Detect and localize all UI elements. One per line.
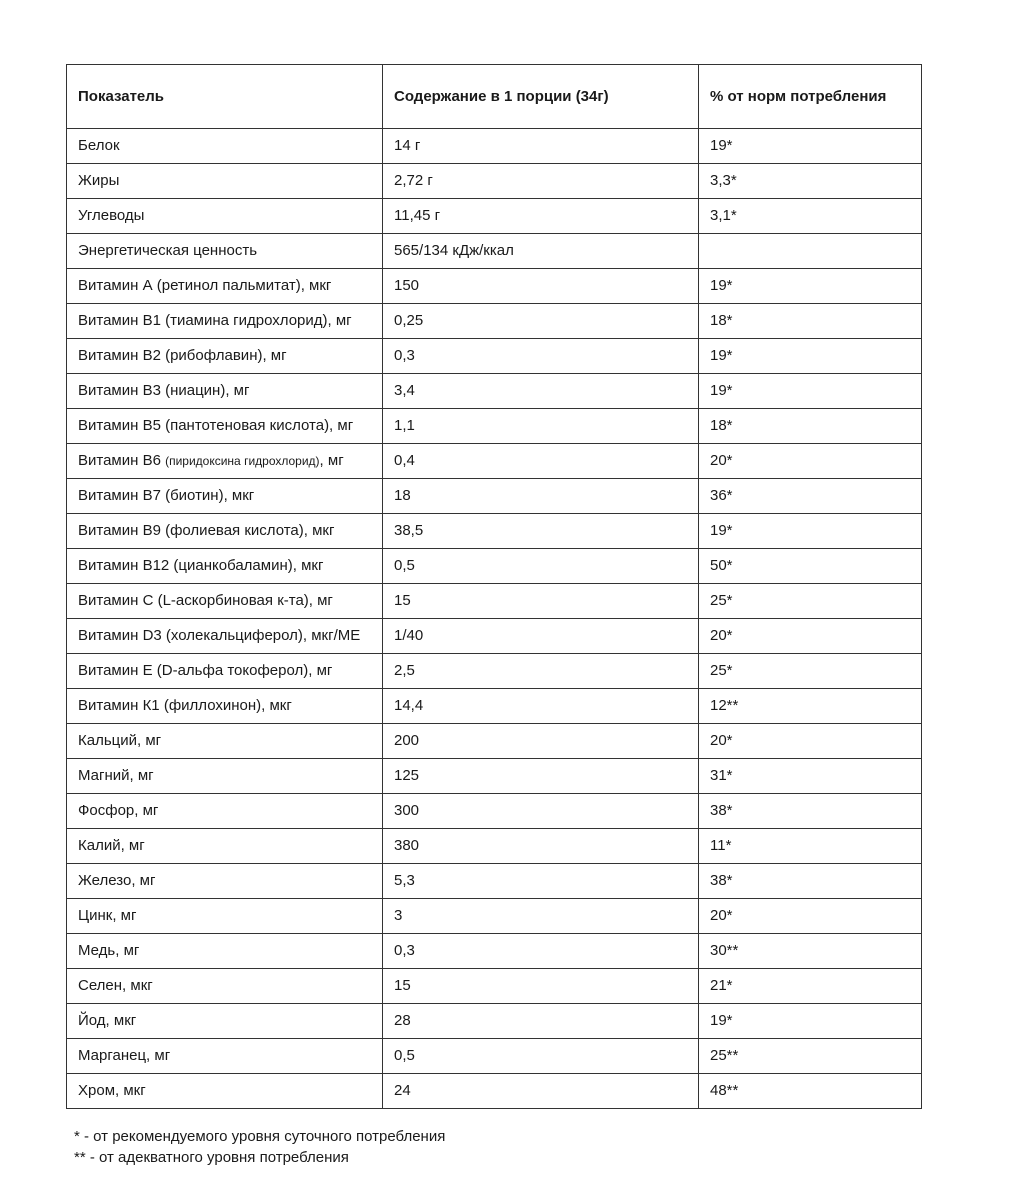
table-row [67, 934, 922, 969]
header-indicator: Показатель [67, 65, 383, 129]
footnote-double-asterisk: ** - от адекватного уровня потребления [74, 1149, 349, 1166]
cell-content: 0,4 [383, 444, 699, 479]
cell-percent: 19* [699, 1004, 922, 1039]
cell-content: 28 [383, 1004, 699, 1039]
table-row [67, 374, 922, 409]
cell-percent: 20* [699, 899, 922, 934]
cell-content: 0,5 [383, 1039, 699, 1074]
cell-content: 38,5 [383, 514, 699, 549]
table-row [67, 829, 922, 864]
cell-percent: 11* [699, 829, 922, 864]
table-row [67, 339, 922, 374]
cell-indicator: Витамин В3 (ниацин), мг [67, 374, 383, 409]
header-content: Содержание в 1 порции (34г) [383, 65, 699, 129]
table-row [67, 654, 922, 689]
cell-content: 5,3 [383, 864, 699, 899]
table-row [67, 584, 922, 619]
cell-indicator: Витамин А (ретинол пальмитат), мкг [67, 269, 383, 304]
table-row [67, 1004, 922, 1039]
cell-content: 1/40 [383, 619, 699, 654]
cell-percent: 19* [699, 269, 922, 304]
cell-content: 24 [383, 1074, 699, 1109]
cell-percent: 20* [699, 444, 922, 479]
indicator-main: Витамин В6 [78, 452, 161, 469]
table-row [67, 1039, 922, 1074]
cell-indicator: Витамин D3 (холекальциферол), мкг/МЕ [67, 619, 383, 654]
cell-percent: 3,1* [699, 199, 922, 234]
cell-percent: 25* [699, 654, 922, 689]
cell-content: 0,25 [383, 304, 699, 339]
table-row [67, 1074, 922, 1109]
cell-percent: 19* [699, 129, 922, 164]
cell-content: 18 [383, 479, 699, 514]
table-row [67, 864, 922, 899]
cell-indicator: Медь, мг [67, 934, 383, 969]
footnote-single-asterisk: * - от рекомендуемого уровня суточного потребления [74, 1128, 446, 1145]
table-row [67, 444, 922, 479]
table-row [67, 514, 922, 549]
cell-indicator: Витамин К1 (филлохинон), мкг [67, 689, 383, 724]
cell-percent [699, 234, 922, 269]
cell-content: 3 [383, 899, 699, 934]
cell-indicator: Углеводы [67, 199, 383, 234]
table-row [67, 759, 922, 794]
cell-indicator: Селен, мкг [67, 969, 383, 1004]
cell-percent: 3,3* [699, 164, 922, 199]
cell-content: 15 [383, 584, 699, 619]
header-percent: % от норм потребления [699, 65, 922, 129]
cell-percent: 19* [699, 374, 922, 409]
cell-indicator: Кальций, мг [67, 724, 383, 759]
cell-percent: 19* [699, 339, 922, 374]
cell-percent: 20* [699, 619, 922, 654]
table-row [67, 619, 922, 654]
table-row [67, 479, 922, 514]
table-row [67, 969, 922, 1004]
cell-content: 380 [383, 829, 699, 864]
cell-indicator: Белок [67, 129, 383, 164]
cell-indicator: Витамин С (L-аскорбиновая к-та), мг [67, 584, 383, 619]
cell-indicator: Витамин В5 (пантотеновая кислота), мг [67, 409, 383, 444]
cell-indicator: Марганец, мг [67, 1039, 383, 1074]
table-row [67, 269, 922, 304]
nutrition-table [66, 64, 922, 1109]
cell-content: 0,3 [383, 934, 699, 969]
cell-content: 1,1 [383, 409, 699, 444]
table-row [67, 164, 922, 199]
table-row [67, 234, 922, 269]
cell-indicator: Йод, мкг [67, 1004, 383, 1039]
table-row [67, 794, 922, 829]
table-row [67, 724, 922, 759]
cell-content: 11,45 г [383, 199, 699, 234]
cell-indicator: Энергетическая ценность [67, 234, 383, 269]
cell-content: 565/134 кДж/ккал [383, 234, 699, 269]
cell-content: 2,72 г [383, 164, 699, 199]
cell-indicator [67, 444, 383, 479]
cell-indicator: Цинк, мг [67, 899, 383, 934]
cell-percent: 25* [699, 584, 922, 619]
cell-content: 0,5 [383, 549, 699, 584]
cell-indicator: Витамин В2 (рибофлавин), мг [67, 339, 383, 374]
cell-content: 0,3 [383, 339, 699, 374]
cell-indicator: Магний, мг [67, 759, 383, 794]
indicator-note: (пиридоксина гидрохлорид) [165, 454, 320, 468]
cell-percent: 31* [699, 759, 922, 794]
cell-indicator: Хром, мкг [67, 1074, 383, 1109]
cell-percent: 21* [699, 969, 922, 1004]
cell-percent: 20* [699, 724, 922, 759]
cell-content: 15 [383, 969, 699, 1004]
cell-percent: 38* [699, 864, 922, 899]
table-row [67, 549, 922, 584]
cell-indicator: Витамин Е (D-альфа токоферол), мг [67, 654, 383, 689]
cell-indicator: Витамин В7 (биотин), мкг [67, 479, 383, 514]
cell-indicator: Витамин В1 (тиамина гидрохлорид), мг [67, 304, 383, 339]
cell-percent: 36* [699, 479, 922, 514]
table-row [67, 689, 922, 724]
cell-indicator: Фосфор, мг [67, 794, 383, 829]
table-header-row [67, 65, 922, 129]
cell-percent: 48** [699, 1074, 922, 1109]
cell-content: 3,4 [383, 374, 699, 409]
cell-content: 14 г [383, 129, 699, 164]
cell-indicator: Витамин В12 (цианкобаламин), мкг [67, 549, 383, 584]
table-row [67, 199, 922, 234]
table-row [67, 409, 922, 444]
cell-content: 300 [383, 794, 699, 829]
cell-content: 150 [383, 269, 699, 304]
cell-content: 2,5 [383, 654, 699, 689]
cell-content: 14,4 [383, 689, 699, 724]
cell-indicator: Железо, мг [67, 864, 383, 899]
table-row [67, 899, 922, 934]
cell-percent: 18* [699, 409, 922, 444]
cell-content: 125 [383, 759, 699, 794]
table-row [67, 129, 922, 164]
cell-percent: 25** [699, 1039, 922, 1074]
indicator-unit: , мг [319, 452, 344, 469]
cell-content: 200 [383, 724, 699, 759]
cell-percent: 30** [699, 934, 922, 969]
cell-percent: 50* [699, 549, 922, 584]
table-row [67, 304, 922, 339]
cell-percent: 19* [699, 514, 922, 549]
footnotes [74, 1126, 445, 1168]
cell-percent: 18* [699, 304, 922, 339]
cell-indicator: Витамин В9 (фолиевая кислота), мкг [67, 514, 383, 549]
cell-percent: 38* [699, 794, 922, 829]
cell-indicator: Жиры [67, 164, 383, 199]
cell-indicator: Калий, мг [67, 829, 383, 864]
cell-percent: 12** [699, 689, 922, 724]
